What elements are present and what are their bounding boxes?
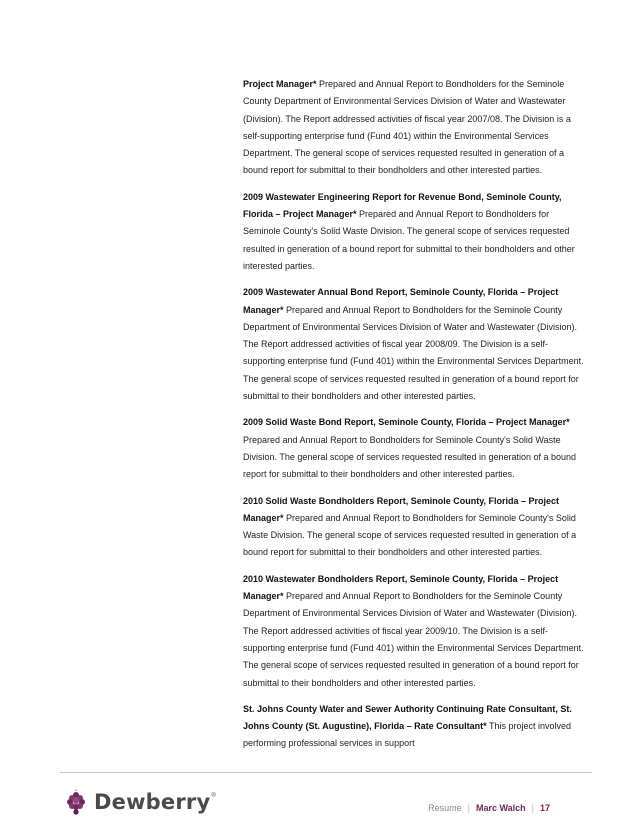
entry-title: 2010 Wastewater Bondholders Report, Seminole County, Florida – <box>243 573 528 584</box>
footer-separator: | <box>531 803 534 813</box>
resume-content <box>243 76 588 762</box>
registered-mark: ® <box>211 793 216 799</box>
entry-title: St. Johns County Water and Sewer Authority Continuing Rate Consultant, St. Johns County (St. Augustine), Florida – <box>243 703 572 732</box>
project-entry <box>243 571 588 692</box>
logo-wordmark: Dewberry <box>94 790 211 814</box>
entry-body: Prepared and Annual Report to Bondholders for Seminole County's Solid Waste Division. The general scope of services requested resulted in generation of a bound report for submittal to their bondholders and other interested parties. <box>243 512 577 558</box>
project-entry <box>243 414 588 483</box>
footer-separator: | <box>467 803 470 813</box>
project-entry <box>243 701 588 753</box>
entry-role: Project Manager* <box>283 209 357 220</box>
footer-divider <box>60 772 592 773</box>
entry-body: Prepared and Annual Report to Bondholders for the Seminole County Department of Environmental Services Division of Water and Wastewater (Division). The Report addressed activities of fiscal year 2008/09. The Division is a self-supporting enterprise fund (Fund 401) within the Environmental Services Department. The general scope of services requested resulted in generation of a bound report for submittal to their bondholders and other interested parties. <box>243 304 584 402</box>
project-entry <box>243 189 588 275</box>
dewberry-logo <box>66 788 216 816</box>
page-footer-info <box>428 803 550 813</box>
entry-role: Project Manager* <box>243 573 559 602</box>
entry-body: Prepared and Annual Report to Bondholders for the Seminole County Department of Environmental Services Division of Water and Wastewater (Division). The Report addressed activities of fiscal year 2009/10. The Division is a self-supporting enterprise fund (Fund 401) within the Environmental Services Department. The general scope of services requested resulted in generation of a bound report for submittal to their bondholders and other interested parties. <box>243 591 584 688</box>
entry-role: Project Manager* <box>243 287 559 315</box>
entry-body: Prepared and Annual Report to Bondholders for Seminole County's Solid Waste Division. The general scope of services requested resulted in generation of a bound report for submittal to their bondholders and other interested parties. <box>243 209 575 271</box>
entry-title: 2009 Wastewater Engineering Report for Revenue Bond, Seminole County, Florida – <box>243 191 562 220</box>
page-number: 17 <box>539 803 550 813</box>
person-name: Marc Walch <box>475 803 526 813</box>
entry-role: Project Manager* <box>243 79 317 89</box>
entry-body: This project involved performing professional services in support <box>243 721 572 749</box>
project-entry <box>243 493 588 562</box>
entry-body: Prepared and Annual Report to Bondholders for the Seminole County Department of Environmental Services Division of Water and Wastewater (Division). The Report addressed activities of fiscal year 2007/08. The Division is a self-supporting enterprise fund (Fund 401) within the Environmental Services Department. The general scope of services requested resulted in generation of a bound report for submittal to their bondholders and other interested parties. <box>243 79 571 176</box>
entry-title: 2009 Solid Waste Bond Report, Seminole County, Florida – <box>243 417 497 428</box>
project-entry <box>243 284 588 405</box>
dewberry-logo-mark-icon <box>66 789 86 815</box>
entry-role: Project Manager* <box>243 495 560 523</box>
entry-title: 2009 Wastewater Annual Bond Report, Seminole County, Florida – <box>243 287 528 298</box>
entry-title: 2010 Solid Waste Bondholders Report, Seminole County, Florida – <box>243 495 529 506</box>
entry-role: Rate Consultant* <box>414 721 487 732</box>
project-entry <box>243 76 588 180</box>
entry-role: Project Manager* <box>496 417 570 428</box>
doc-label: Resume <box>428 803 462 813</box>
entry-body: Prepared and Annual Report to Bondholders for Seminole County's Solid Waste Division. The general scope of services requested resulted in generation of a bound report for submittal to their bondholders and other interested parties. <box>243 434 577 480</box>
